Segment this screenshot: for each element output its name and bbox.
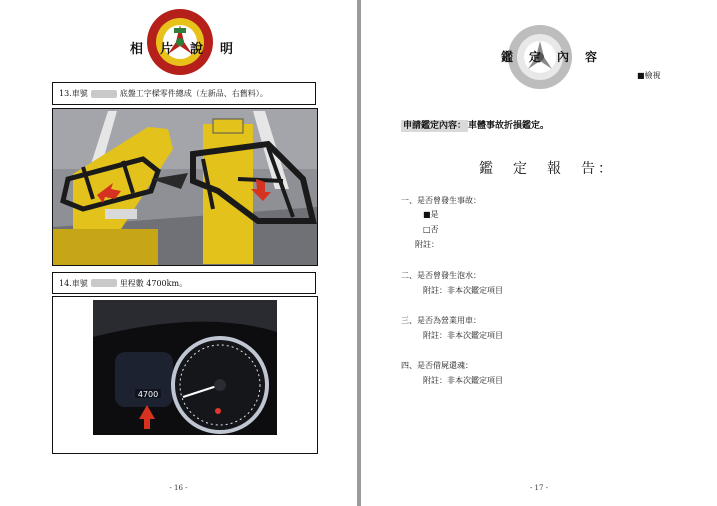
request-value: 車體事故折損鑑定。 <box>468 121 550 131</box>
redacted-plate <box>91 279 117 287</box>
redacted-plate <box>91 90 117 98</box>
option-yes-label: 是 <box>430 210 439 219</box>
checkbox-empty-icon: □ <box>423 225 431 234</box>
caption-prefix: 14.車號 <box>59 278 88 288</box>
page-17 <box>361 0 717 506</box>
section-3-heading: 三、是否為營業用車： <box>401 316 481 325</box>
option-yes <box>423 209 439 220</box>
option-no-label: 否 <box>430 225 439 234</box>
section-3-note: 附註：非本次鑑定項目 <box>423 331 503 340</box>
caption-prefix: 13.車號 <box>59 89 88 98</box>
checkbox-checked-icon: ■ <box>423 210 431 219</box>
section-2-heading: 二、是否曾發生泡水： <box>401 271 481 280</box>
photo-14-frame <box>52 296 318 454</box>
page-title: 相 片 說 明 <box>130 42 236 57</box>
section-2-note: 附註：非本次鑑定項目 <box>423 286 503 295</box>
odometer-reading: 4700 <box>137 390 159 399</box>
report-title: 鑑 定 報 告： <box>479 161 615 177</box>
odometer-photo <box>53 297 317 453</box>
photo-13-caption <box>52 82 316 105</box>
page-title: 鑑 定 內 容 <box>501 50 600 64</box>
inspect-label: ■檢視 <box>637 71 661 80</box>
caption-text: 底盤工字樑零件總成（左新品、右舊料）。 <box>119 89 268 98</box>
caption-text: 里程數 4700km。 <box>119 278 188 288</box>
section-4-note: 附註：非本次鑑定項目 <box>423 376 503 385</box>
page-16 <box>0 0 357 506</box>
section-1-note: 附註： <box>415 240 439 249</box>
page-number: - 17 - <box>529 484 549 492</box>
request-line <box>401 118 549 131</box>
request-label: 申請鑑定內容： <box>403 121 467 131</box>
section-4-heading: 四、是否借屍還魂： <box>401 361 473 370</box>
photo-13-frame <box>52 108 318 266</box>
section-1-heading: 一、是否曾發生事故： <box>401 196 481 205</box>
chassis-photo <box>53 109 317 265</box>
option-no <box>423 224 439 235</box>
page-number: - 16 - <box>169 484 188 492</box>
photo-14-caption <box>52 272 316 294</box>
